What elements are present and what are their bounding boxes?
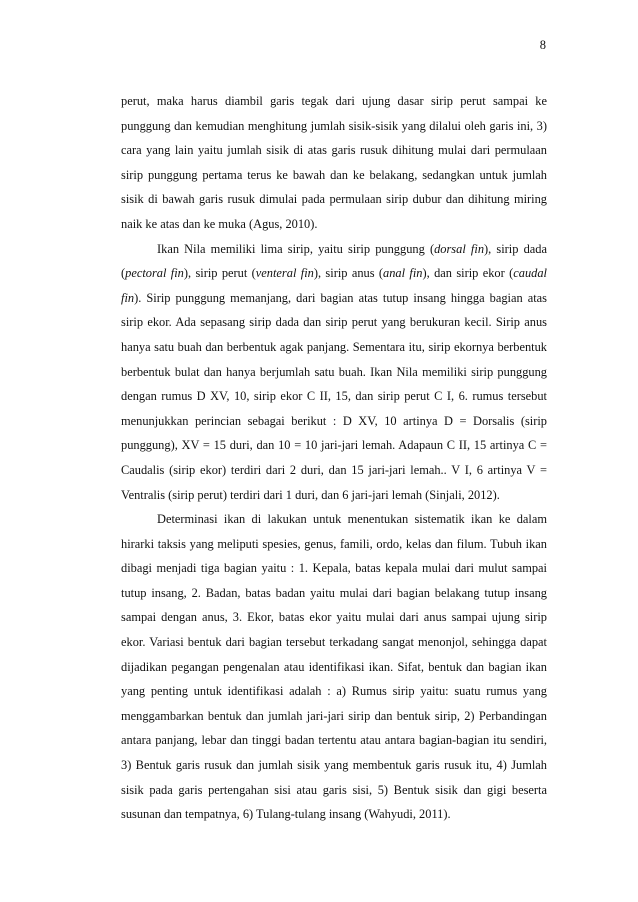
term-pectoral-fin: pectoral fin (125, 266, 184, 281)
paragraph-2-text: Ikan Nila memiliki lima sirip, yaitu sirip punggung ( (157, 241, 435, 256)
paragraph-1: perut, maka harus diambil garis tegak dari ujung dasar sirip perut sampai ke punggung dan kemudian menghitung jumlah sisik-sisik yang dilalui oleh garis ini, 3) cara yang lain yaitu jumlah sisik di atas garis rusuk dihitung mulai dari permulaan sirip punggung pertama terus ke bawah dan ke belakang, sedangkan untuk jumlah sisik di bawah garis rusuk dimulai pada permulaan sirip dubur dan dihitung miring naik ke atas dan ke muka (Agus, 2010). (121, 94, 547, 231)
term-anal-fin: anal fin (383, 266, 423, 281)
term-venteral-fin: venteral fin (255, 266, 314, 281)
paragraph-3: Determinasi ikan di lakukan untuk menentukan sistematik ikan ke dalam hirarki taksis yang meliputi spesies, genus, famili, ordo, kelas dan filum. Tubuh ikan dibagi menjadi tiga bagian yaitu : 1. Kepala, batas kepala mulai dari mulut sampai tutup insang, 2. Badan, batas badan yaitu mulai dari bagian belakang tutup insang sampai dengan anus, 3. Ekor, batas ekor yaitu mulai dari anus sampai ujung sirip ekor. Variasi bentuk dari bagian tersebut terkadang sangat menonjol, sehingga dapat dijadikan pegangan pengenalan atau identifikasi ikan. Sifat, bentuk dan bagian ikan yang penting untuk identifikasi adalah : a) Rumus sirip yaitu: suatu rumus yang menggambarkan bentuk dan jumlah jari-jari sirip dan bentuk sirip, 2) Perbandingan antara panjang, lebar dan tinggi badan tertentu atau antara bagian-bagian itu sendiri, 3) Bentuk garis rusuk dan jumlah sisik yang membentuk garis rusuk itu, 4) Jumlah sisik pada garis pertengahan sisi atau garis sisi, 5) Bentuk sisik dan gigi beserta susunan dan tempatnya, 6) Tulang-tulang insang (Wahyudi, 2011). (121, 512, 547, 822)
page-number: 8 (539, 38, 546, 52)
term-caudal-fin: caudal fin (121, 266, 547, 305)
paragraph-2-text: ), sirip dada ( (121, 241, 547, 281)
paragraph-2-text: ). Sirip punggung memanjang, dari bagian atas tutup insang hingga bagian atas sirip ekor. Ada sepasang sirip dada dan sirip perut yang berukuran kecil. Sirip anus hanya satu buah dan berbentuk agak panjang. Sementara itu, sirip ekornya berbentuk berbentuk bulat dan hanya berjumlah satu buah. Ikan Nila memiliki sirip punggung dengan rumus D XV, 10, sirip ekor C II, 15, dan sirip perut C I, 6. rumus tersebut menunjukkan perincian sebagai berikut : D XV, 10 artinya D = Dorsalis (sirip punggung), XV = 15 duri, dan 10 = 10 jari-jari lemah. Adapaun C II, 15 artinya C = Caudalis (sirip ekor) terdiri dari 2 duri, dan 15 jari-jari lemah.. V I, 6 artinya V = Ventralis (sirip perut) terdiri dari 1 duri, dan 6 jari-jari lemah (Sinjali, 2012). (121, 290, 547, 502)
term-dorsal-fin: dorsal fin (434, 241, 485, 256)
paragraph-2-text: ), sirip perut ( (183, 266, 256, 281)
paragraph-2 (121, 237, 547, 508)
body-text (121, 89, 547, 827)
paragraph-2-text: ), sirip anus ( (313, 266, 384, 281)
paragraph-2-text: ), dan sirip ekor ( (422, 266, 514, 281)
